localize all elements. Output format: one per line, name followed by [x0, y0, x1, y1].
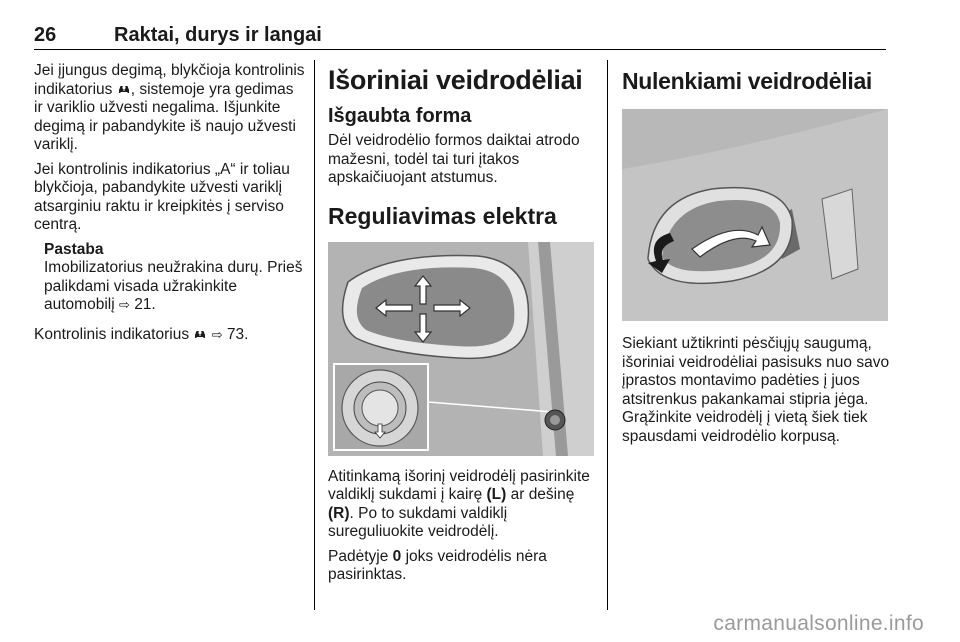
- reference-arrow-icon: ⇨: [211, 327, 223, 343]
- indicator-ref-paragraph: Kontrolinis indikatorius ⇨ 73.: [34, 325, 249, 343]
- mirror-adjustment-illustration: [328, 242, 594, 456]
- position-zero-paragraph: Padėtyje 0 joks veidrodėlis nėra pasirinktas.: [328, 547, 547, 583]
- note-label: Pastaba: [44, 240, 104, 258]
- immobilizer-car-key-icon: [117, 83, 131, 95]
- zero-label: 0: [392, 547, 402, 565]
- page-number: 26: [34, 24, 57, 46]
- page-header: [34, 24, 884, 50]
- column-3: [622, 62, 890, 452]
- column-divider-right: [607, 60, 608, 610]
- column-1: [34, 62, 306, 351]
- immobilizer-car-key-icon: [193, 328, 207, 340]
- subheading-convex-shape: Išgaubta forma: [328, 105, 472, 127]
- page-title: Raktai, durys ir langai: [114, 24, 322, 46]
- folding-mirror-illustration: [622, 109, 888, 321]
- column-2: [328, 62, 596, 591]
- note-box: [34, 241, 306, 316]
- watermark: carmanualsonline.info: [713, 612, 924, 635]
- immobilizer-fault-paragraph: Jei įjungus degimą, blykčioja kontrolinis indikatorius , sistemoje yra gedimas ir variklio užvesti negalima. Išjunkite degimą ir pabandykite iš naujo užvesti variklį.: [34, 62, 305, 153]
- note-text: Imobilizatorius neužrakina durų. Prieš palikdami visada užrakinkite automobilį ⇨ 21.: [44, 259, 303, 313]
- reference-arrow-icon: ⇨: [118, 298, 130, 313]
- subheading-electric-adjustment: Reguliavimas elektra: [328, 202, 557, 229]
- spare-key-paragraph: Jei kontrolinis indikatorius „A“ ir toliau blykčioja, pabandykite užvesti variklį atsarginiu raktu ir kreipkitės į serviso centrą.: [34, 160, 290, 233]
- right-label: (R): [328, 504, 350, 522]
- note-page-ref[interactable]: 21.: [134, 296, 156, 313]
- indicator-page-ref[interactable]: 73.: [226, 325, 249, 343]
- section-heading-exterior-mirrors: Išoriniai veidrodėliai: [328, 65, 583, 95]
- select-mirror-paragraph: Atitinkamą išorinį veidrodėlį pasirinkite valdiklį sukdami į kairę (L) ar dešinę (R). Po to sukdami valdiklį sureguliuokite veidrodėlį.: [328, 467, 590, 540]
- folding-mirror-drawing: [622, 109, 888, 321]
- left-label: (L): [486, 486, 507, 503]
- column-divider-left: [314, 60, 315, 610]
- convex-shape-paragraph: Dėl veidrodėlio formos daiktai atrodo mažesni, todėl tai turi įtakos apskaičiuojant atstumus.: [328, 132, 580, 186]
- mirror-adjustment-drawing: [328, 242, 594, 456]
- section-heading-folding-mirrors: Nulenkiami veidrodėliai: [622, 68, 873, 94]
- header-rule: [34, 49, 886, 50]
- folding-mirror-paragraph: Siekiant užtikrinti pėsčiųjų saugumą, išoriniai veidrodėliai pasisuks nuo savo įprastos montavimo padėties į juos atsitrenkus pakankamai stipria jėga. Grąžinkite veidrodėlį į vietą šiek tiek spausdami veidrodėlio korpusą.: [622, 335, 890, 445]
